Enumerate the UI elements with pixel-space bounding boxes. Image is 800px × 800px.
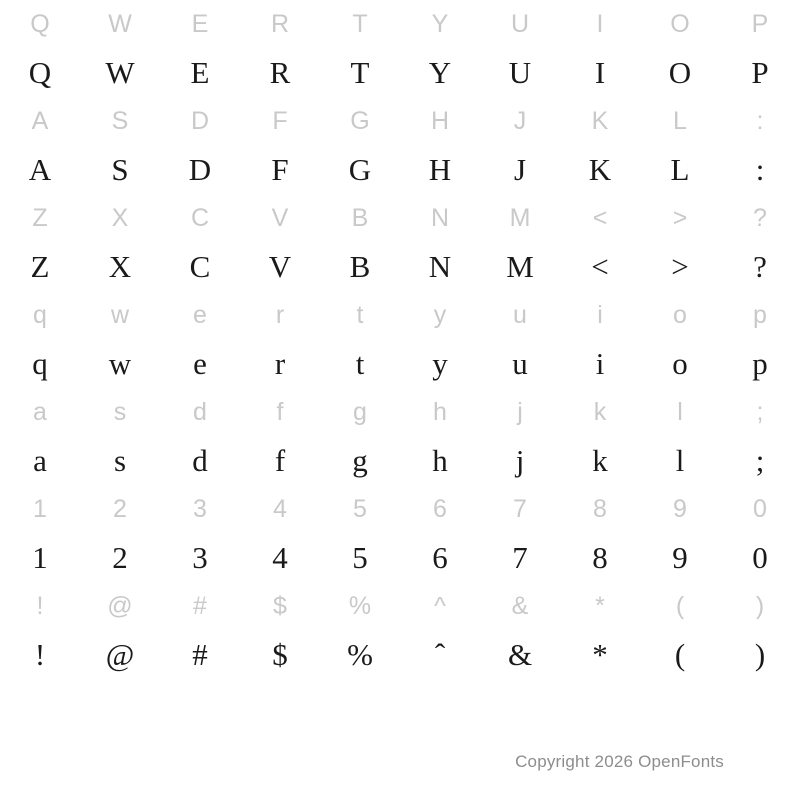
key-label-cell: j bbox=[517, 397, 523, 426]
key-label-cell: & bbox=[511, 591, 529, 620]
glyph-cell: 2 bbox=[112, 540, 128, 575]
glyph-row bbox=[0, 242, 800, 291]
key-label-cell: Y bbox=[431, 9, 449, 38]
key-label-cell: E bbox=[191, 9, 209, 38]
glyph-cell: R bbox=[269, 55, 291, 90]
glyph-cell: ) bbox=[754, 637, 766, 672]
glyph-cell: k bbox=[592, 443, 608, 478]
glyph-row bbox=[0, 630, 800, 679]
glyph-cell: t bbox=[355, 346, 365, 381]
glyph-cell: ˆ bbox=[434, 637, 446, 672]
glyph-row bbox=[0, 436, 800, 485]
glyph-row bbox=[0, 533, 800, 582]
glyph-cell: r bbox=[274, 346, 286, 381]
key-label-cell: N bbox=[430, 203, 450, 232]
glyph-cell: : bbox=[755, 152, 765, 187]
key-label-cell: I bbox=[596, 9, 604, 38]
glyph-cell: J bbox=[513, 152, 527, 187]
glyph-row bbox=[0, 145, 800, 194]
key-label-cell: S bbox=[111, 106, 129, 135]
glyph-cell: * bbox=[592, 637, 608, 672]
key-label-cell: 2 bbox=[113, 494, 127, 523]
glyph-cell: D bbox=[188, 152, 212, 187]
key-label-cell: > bbox=[672, 203, 688, 232]
key-label-cell: L bbox=[673, 106, 687, 135]
glyph-cell: Q bbox=[28, 55, 52, 90]
glyph-cell: 4 bbox=[272, 540, 288, 575]
key-label-cell: 3 bbox=[193, 494, 207, 523]
glyph-cell: B bbox=[349, 249, 371, 284]
key-label-cell: h bbox=[433, 397, 447, 426]
key-label-cell: ) bbox=[755, 591, 765, 620]
glyph-cell: l bbox=[675, 443, 685, 478]
glyph-cell: h bbox=[432, 443, 448, 478]
key-label-cell: * bbox=[595, 591, 605, 620]
key-label-cell: 0 bbox=[753, 494, 767, 523]
key-label-cell: U bbox=[510, 9, 530, 38]
glyph-cell: < bbox=[591, 249, 609, 284]
key-label-row bbox=[0, 291, 800, 339]
key-label-cell: e bbox=[193, 300, 207, 329]
glyph-cell: N bbox=[428, 249, 452, 284]
key-label-cell: y bbox=[433, 300, 447, 329]
key-label-cell: Z bbox=[32, 203, 48, 232]
key-label-cell: H bbox=[430, 106, 450, 135]
key-label-cell: X bbox=[111, 203, 129, 232]
key-label-cell: Q bbox=[30, 9, 50, 38]
glyph-cell: M bbox=[506, 249, 534, 284]
glyph-cell: X bbox=[108, 249, 132, 284]
character-row-pair bbox=[0, 0, 800, 97]
glyph-cell: 9 bbox=[672, 540, 688, 575]
key-label-row bbox=[0, 388, 800, 436]
key-label-cell: ! bbox=[36, 591, 44, 620]
key-label-row bbox=[0, 582, 800, 630]
glyph-cell: 5 bbox=[352, 540, 368, 575]
glyph-cell: 6 bbox=[432, 540, 448, 575]
character-row-pair bbox=[0, 485, 800, 582]
key-label-cell: p bbox=[753, 300, 767, 329]
glyph-cell: H bbox=[428, 152, 452, 187]
glyph-cell: i bbox=[595, 346, 605, 381]
key-label-cell: F bbox=[272, 106, 288, 135]
glyph-cell: s bbox=[113, 443, 127, 478]
key-label-row bbox=[0, 0, 800, 48]
glyph-cell: ? bbox=[753, 249, 767, 284]
glyph-cell: ; bbox=[755, 443, 765, 478]
character-row-pair bbox=[0, 97, 800, 194]
key-label-cell: s bbox=[113, 397, 127, 426]
key-label-cell: @ bbox=[107, 591, 133, 620]
character-row-pair bbox=[0, 291, 800, 388]
glyph-cell: P bbox=[751, 55, 769, 90]
glyph-cell: S bbox=[111, 152, 129, 187]
glyph-cell: 7 bbox=[512, 540, 528, 575]
key-label-cell: D bbox=[190, 106, 210, 135]
glyph-cell: 1 bbox=[32, 540, 48, 575]
key-label-row bbox=[0, 485, 800, 533]
key-label-row bbox=[0, 97, 800, 145]
key-label-cell: V bbox=[271, 203, 289, 232]
glyph-cell: G bbox=[348, 152, 372, 187]
glyph-cell: K bbox=[588, 152, 612, 187]
glyph-cell: I bbox=[594, 55, 606, 90]
glyph-cell: g bbox=[352, 443, 368, 478]
glyph-cell: 3 bbox=[192, 540, 208, 575]
glyph-cell: & bbox=[507, 637, 533, 672]
glyph-cell: a bbox=[33, 443, 47, 478]
key-label-cell: A bbox=[31, 106, 49, 135]
glyph-cell: j bbox=[515, 443, 525, 478]
glyph-cell: % bbox=[347, 637, 373, 672]
key-label-cell: f bbox=[276, 397, 284, 426]
key-label-cell: g bbox=[353, 397, 367, 426]
key-label-cell: 7 bbox=[513, 494, 527, 523]
glyph-row bbox=[0, 339, 800, 388]
glyph-cell: o bbox=[672, 346, 688, 381]
key-label-cell: w bbox=[110, 300, 130, 329]
key-label-cell: r bbox=[275, 300, 285, 329]
key-label-cell: < bbox=[592, 203, 608, 232]
glyph-cell: 0 bbox=[752, 540, 768, 575]
glyph-cell: Z bbox=[30, 249, 50, 284]
key-label-cell: a bbox=[33, 397, 47, 426]
glyph-cell: > bbox=[671, 249, 689, 284]
character-row-pair bbox=[0, 582, 800, 679]
key-label-cell: 8 bbox=[593, 494, 607, 523]
glyph-cell: q bbox=[32, 346, 48, 381]
glyph-cell: 8 bbox=[592, 540, 608, 575]
key-label-cell: k bbox=[593, 397, 607, 426]
glyph-cell: f bbox=[274, 443, 286, 478]
key-label-cell: : bbox=[756, 106, 764, 135]
key-label-cell: T bbox=[352, 9, 368, 38]
glyph-cell: ( bbox=[674, 637, 686, 672]
glyph-cell: L bbox=[670, 152, 690, 187]
key-label-cell: % bbox=[348, 591, 372, 620]
key-label-cell: # bbox=[193, 591, 207, 620]
key-label-cell: t bbox=[356, 300, 364, 329]
key-label-cell: ^ bbox=[434, 591, 446, 620]
key-label-cell: o bbox=[673, 300, 687, 329]
glyph-cell: e bbox=[193, 346, 207, 381]
key-label-row bbox=[0, 194, 800, 242]
key-label-cell: $ bbox=[273, 591, 287, 620]
key-label-cell: ; bbox=[756, 397, 764, 426]
key-label-cell: u bbox=[513, 300, 527, 329]
glyph-cell: $ bbox=[272, 637, 288, 672]
glyph-cell: # bbox=[192, 637, 208, 672]
key-label-cell: W bbox=[108, 9, 132, 38]
key-label-cell: J bbox=[513, 106, 527, 135]
glyph-cell: d bbox=[192, 443, 208, 478]
key-label-cell: l bbox=[677, 397, 683, 426]
glyph-cell: ! bbox=[34, 637, 46, 672]
key-label-cell: d bbox=[193, 397, 207, 426]
glyph-cell: W bbox=[105, 55, 135, 90]
key-label-cell: C bbox=[190, 203, 210, 232]
glyph-cell: A bbox=[28, 152, 52, 187]
glyph-cell: F bbox=[271, 152, 289, 187]
glyph-cell: w bbox=[108, 346, 132, 381]
key-label-cell: G bbox=[350, 106, 370, 135]
key-label-cell: i bbox=[597, 300, 603, 329]
glyph-cell: U bbox=[508, 55, 532, 90]
glyph-row bbox=[0, 48, 800, 97]
glyph-cell: C bbox=[189, 249, 211, 284]
key-label-cell: B bbox=[351, 203, 369, 232]
glyph-cell: V bbox=[268, 249, 292, 284]
key-label-cell: ? bbox=[753, 203, 767, 232]
glyph-cell: p bbox=[752, 346, 768, 381]
key-label-cell: q bbox=[33, 300, 47, 329]
glyph-cell: @ bbox=[105, 637, 135, 672]
glyph-cell: O bbox=[668, 55, 692, 90]
glyph-cell: T bbox=[350, 55, 370, 90]
glyph-cell: E bbox=[190, 55, 210, 90]
copyright-notice: Copyright 2026 OpenFonts bbox=[515, 752, 724, 771]
character-row-pair bbox=[0, 194, 800, 291]
key-label-cell: 9 bbox=[673, 494, 687, 523]
key-label-cell: R bbox=[270, 9, 290, 38]
glyph-cell: u bbox=[512, 346, 528, 381]
key-label-cell: K bbox=[591, 106, 609, 135]
key-label-cell: P bbox=[751, 9, 769, 38]
glyph-cell: Y bbox=[428, 55, 452, 90]
key-label-cell: 4 bbox=[273, 494, 287, 523]
key-label-cell: 6 bbox=[433, 494, 447, 523]
key-label-cell: O bbox=[670, 9, 690, 38]
key-label-cell: M bbox=[509, 203, 531, 232]
glyph-cell: y bbox=[432, 346, 448, 381]
key-label-cell: ( bbox=[675, 591, 685, 620]
key-label-cell: 5 bbox=[353, 494, 367, 523]
key-label-cell: 1 bbox=[33, 494, 47, 523]
character-row-pair bbox=[0, 388, 800, 485]
